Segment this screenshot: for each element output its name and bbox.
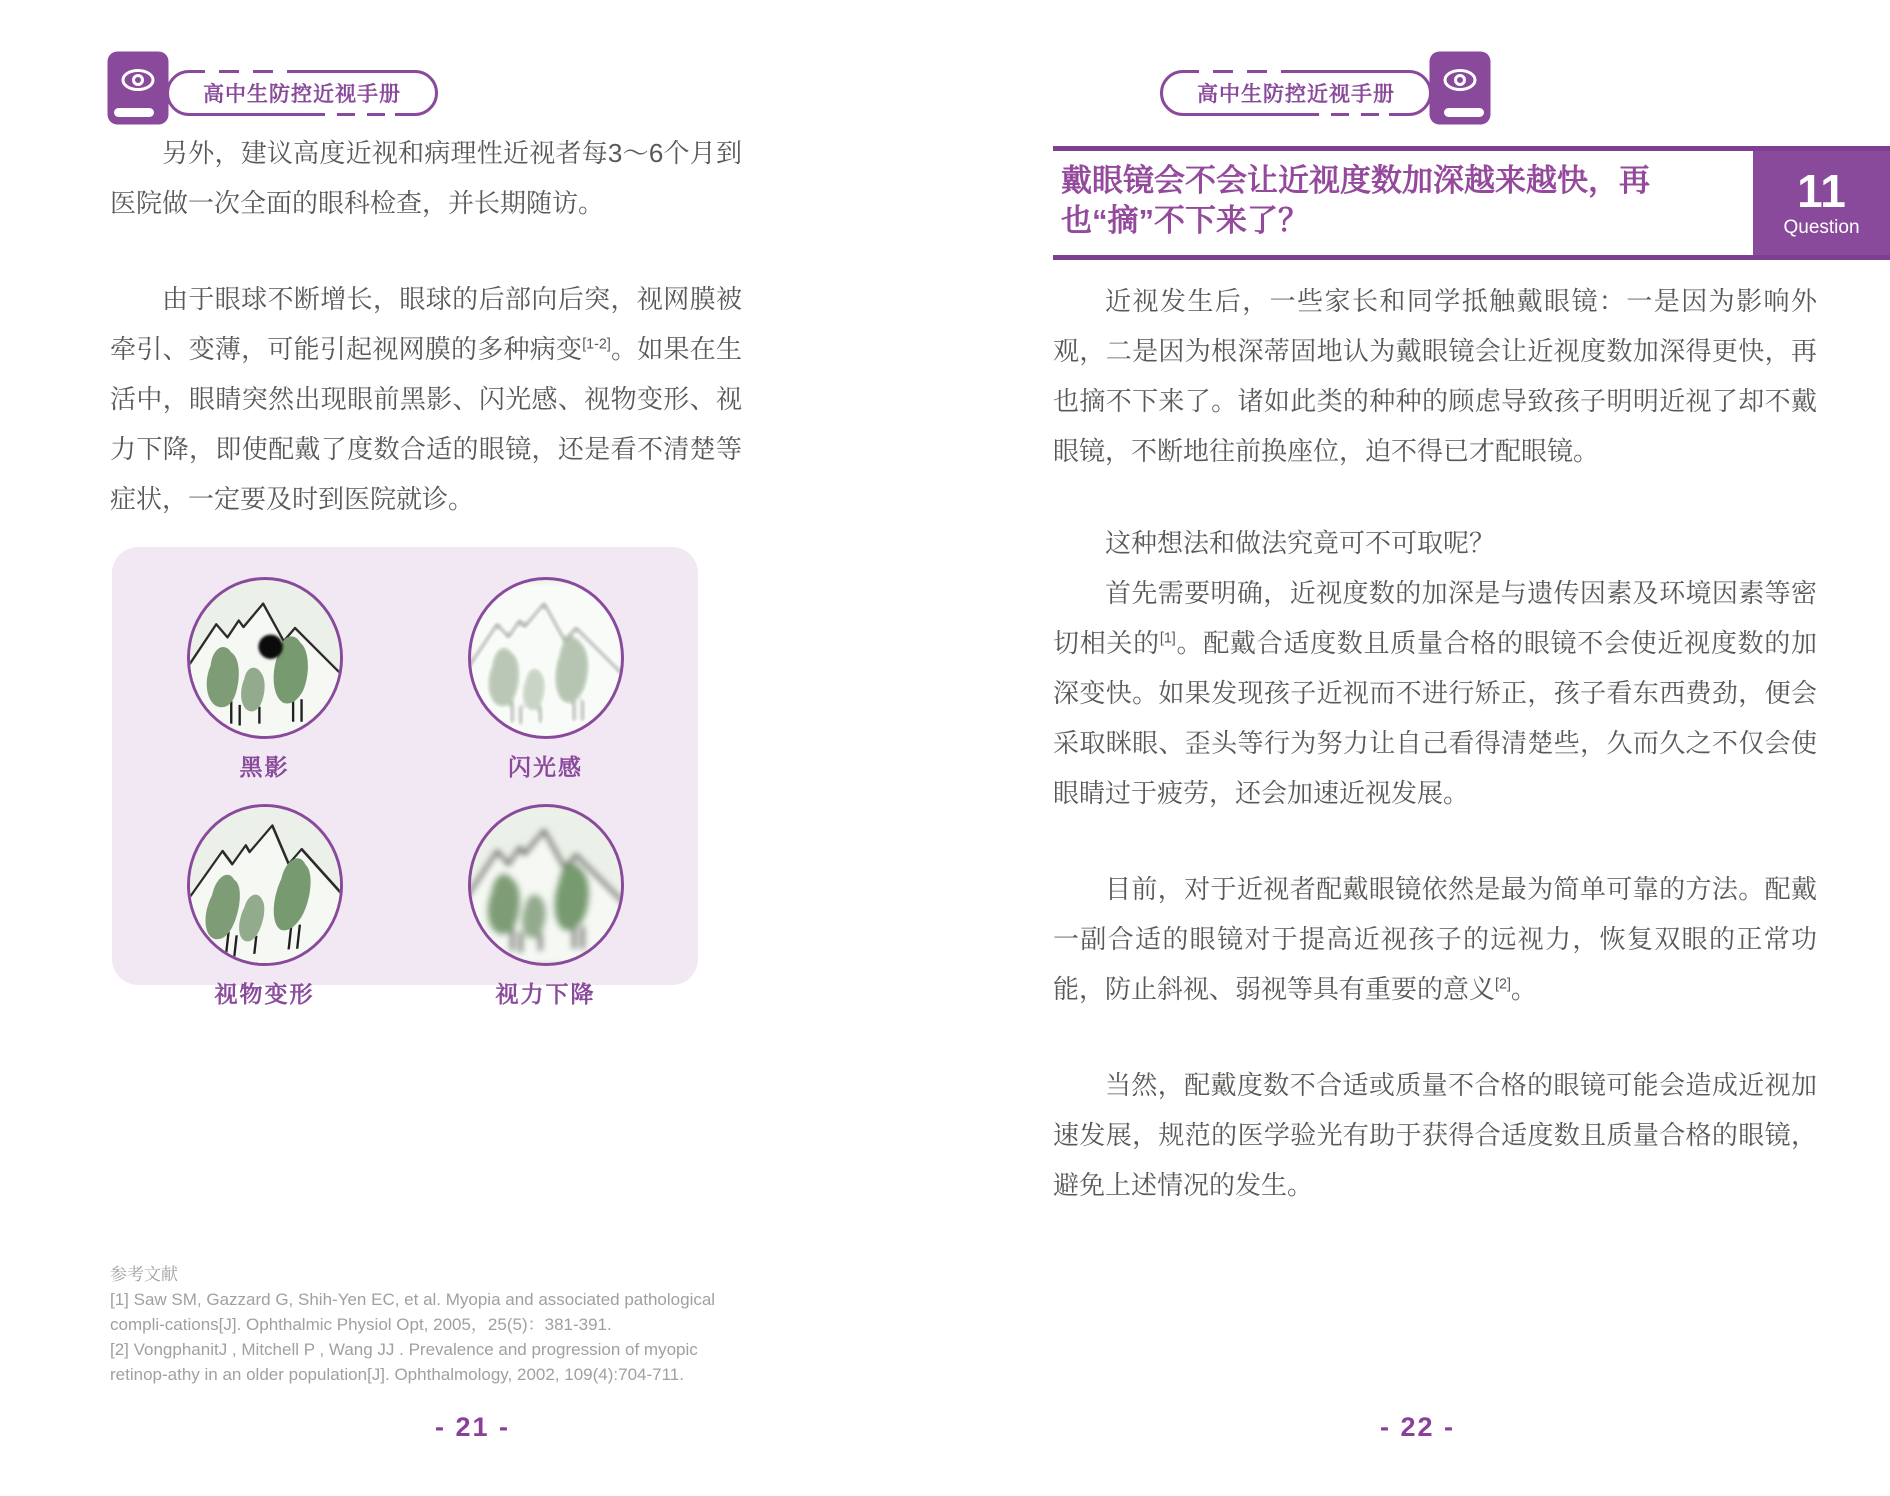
symptom-vision-loss [468, 804, 624, 1009]
question-title: 戴眼镜会不会让近视度数加深越来越快，再也“摘”不下来了？ [1061, 163, 1650, 238]
flash-illustration-icon [468, 577, 624, 739]
symptom-distortion [187, 804, 343, 1009]
question-number: 11 [1797, 164, 1846, 217]
symptom-label: 视力下降 [495, 981, 596, 1007]
question-title-block [1053, 146, 1890, 260]
symptom-flash [468, 577, 624, 782]
right-page-header [1160, 50, 1492, 126]
symptom-label: 黑影 [239, 754, 290, 780]
paragraph: 首先需要明确，近视度数的加深是与遗传因素及环境因素等密切相关的[1]。配戴合适度数且质量合格的眼镜不会使近视度数的加深变快。如果发现孩子近视而不进行矫正，孩子看东西费劲，便会采取眯眼、歪头等行为努力让自己看得清楚些，久而久之不仅会使眼睛过于疲劳，还会加速近视发展。 [1053, 578, 1817, 808]
references-section [110, 1262, 758, 1387]
page-number-left: - 21 - [434, 1412, 511, 1442]
dark-shadow-illustration-icon [187, 577, 343, 739]
reference-item: [2] VongphanitJ , Mitchell P , Wang JJ . Prevalence and progression of myopic retinop-athy in an older population[J]. Ophthalmology, 2002, 109(4):704-711. [110, 1340, 698, 1384]
book-eye-icon [1428, 50, 1492, 126]
reference-item: [1] Saw SM, Gazzard G, Shih-Yen EC, et al. Myopia and associated pathological compli-cations[J]. Ophthalmic Physiol Opt, 2005，25(5)：381-391. [110, 1290, 716, 1334]
paragraph: 由于眼球不断增长，眼球的后部向后突，视网膜被牵引、变薄，可能引起视网膜的多种病变[1-2]。如果在生活中，眼睛突然出现眼前黑影、闪光感、视物变形、视力下降，即使配戴了度数合适的眼镜，还是看不清楚等症状，一定要及时到医院就诊。 [110, 284, 742, 514]
question-word: Question [1783, 217, 1860, 239]
handbook-title: 高中生防控近视手册 [1197, 83, 1395, 106]
right-page-body [1053, 276, 1817, 1210]
symptom-dark-shadow [187, 577, 343, 782]
left-page-body [110, 128, 742, 524]
paragraph: 当然，配戴度数不合适或质量不合格的眼镜可能会造成近视加速发展，规范的医学验光有助于获得合适度数且质量合格的眼镜，避免上述情况的发生。 [1053, 1070, 1817, 1200]
handbook-title-badge [1160, 70, 1432, 116]
references-heading: 参考文献 [110, 1265, 178, 1284]
page-number-right: - 22 - [1379, 1412, 1456, 1442]
handbook-title-badge [166, 70, 438, 116]
handbook-title: 高中生防控近视手册 [203, 83, 401, 106]
paragraph: 近视发生后，一些家长和同学抵触戴眼镜：一是因为影响外观，二是因为根深蒂固地认为戴眼镜会让近视度数加深得更快，再也摘不下来了。诸如此类的种种的顾虑导致孩子明明近视了却不戴眼镜，不断地往前换座位，迫不得已才配眼镜。 [1053, 286, 1817, 466]
symptom-panel [112, 547, 698, 1007]
question-number-badge [1753, 151, 1890, 255]
book-eye-icon [106, 50, 170, 126]
paragraph: 这种想法和做法究竟可不可取呢？ [1105, 528, 1496, 558]
paragraph: 目前，对于近视者配戴眼镜依然是最为简单可靠的方法。配戴一副合适的眼镜对于提高近视孩子的远视力，恢复双眼的正常功能，防止斜视、弱视等具有重要的意义[2]。 [1053, 874, 1817, 1004]
distortion-illustration-icon [187, 804, 343, 966]
vision-loss-illustration-icon [468, 804, 624, 966]
left-page-header [106, 50, 438, 126]
paragraph: 另外，建议高度近视和病理性近视者每3～6个月到医院做一次全面的眼科检查，并长期随访。 [110, 138, 742, 218]
symptom-label: 闪光感 [508, 754, 583, 780]
symptom-label: 视物变形 [214, 981, 315, 1007]
